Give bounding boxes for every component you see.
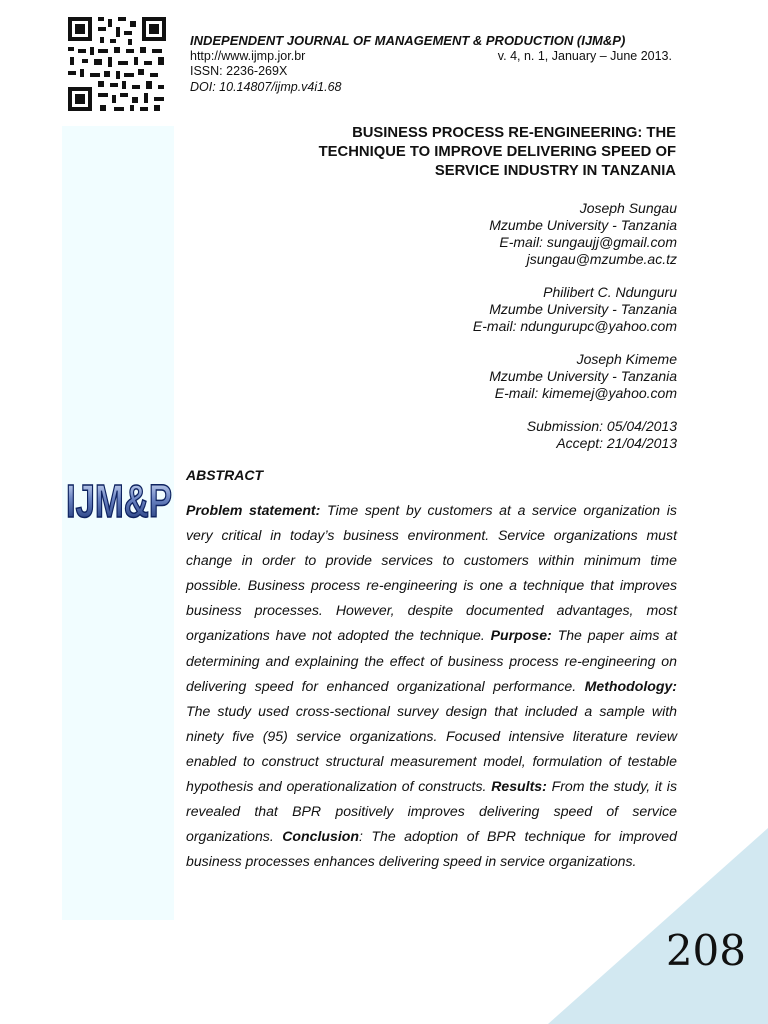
- author-email[interactable]: E-mail: ndungurupc@yahoo.com: [472, 318, 677, 334]
- author-name: Philibert C. Ndunguru: [543, 284, 677, 300]
- journal-title: INDEPENDENT JOURNAL OF MANAGEMENT & PRODUCTION (IJM&P): [190, 33, 626, 48]
- author-affiliation: Mzumbe University - Tanzania: [489, 301, 677, 317]
- abstract-heading: ABSTRACT: [186, 467, 263, 483]
- abstract-body: [186, 498, 677, 874]
- paper-title: [190, 124, 676, 181]
- title-line: TECHNIQUE TO IMPROVE DELIVERING SPEED OF: [318, 144, 676, 160]
- purpose-text: The paper aims at determining and explaining the effect of business process re-engineering on delivering speed for enhanced organizational performance.: [186, 627, 677, 694]
- author-email[interactable]: E-mail: kimemej@yahoo.com: [494, 385, 677, 401]
- problem-text: Time spent by customers at a service organization is very critical in today’s business environment. Service organizations must change in order to provide services to customers within minimum time possible. Business process re-engineering is one a technique that improves business processes. However, despite documented advantages, most organizations have not adopted the technique.: [186, 502, 677, 644]
- author-affiliation: Mzumbe University - Tanzania: [489, 368, 677, 384]
- author-list: [300, 200, 677, 452]
- svg-text:IJM&P: IJM&P: [66, 475, 172, 527]
- title-line: SERVICE INDUSTRY IN TANZANIA: [434, 163, 676, 179]
- ijmp-logo: [64, 467, 174, 529]
- problem-label: Problem statement:: [186, 502, 321, 518]
- methodology-label: Methodology:: [584, 677, 677, 694]
- author-email-secondary[interactable]: jsungau@mzumbe.ac.tz: [526, 251, 677, 267]
- results-label: Results:: [491, 778, 547, 795]
- author-name: Joseph Kimeme: [576, 351, 677, 367]
- journal-issn: ISSN: 2236-269X: [190, 64, 288, 78]
- author-block: [300, 200, 677, 268]
- conclusion-text: : The adoption of BPR technique for improved business processes enhances delivering speed in service organizations.: [186, 828, 677, 870]
- conclusion-label: Conclusion: [282, 828, 359, 845]
- author-block: [300, 284, 677, 335]
- author-name: Joseph Sungau: [579, 200, 677, 216]
- author-affiliation: Mzumbe University - Tanzania: [489, 217, 677, 233]
- qr-code: [66, 15, 168, 113]
- purpose-label: Purpose:: [490, 627, 552, 644]
- journal-volume: v. 4, n. 1, January – June 2013.: [497, 48, 672, 63]
- title-line: BUSINESS PROCESS RE-ENGINEERING: THE: [352, 125, 676, 141]
- submission-date: Submission: 05/04/2013: [526, 418, 677, 434]
- journal-url[interactable]: http://www.ijmp.jor.br: [190, 48, 306, 63]
- journal-doi: DOI: 10.14807/ijmp.v4i1.68: [190, 79, 342, 94]
- journal-header: [190, 33, 672, 95]
- submission-dates: [300, 418, 677, 452]
- results-text: From the study, it is revealed that BPR positively improves delivering speed of service organizations.: [186, 778, 677, 845]
- author-block: [300, 351, 677, 402]
- accept-date: Accept: 21/04/2013: [556, 435, 677, 451]
- page-number: 208: [665, 926, 746, 975]
- author-email[interactable]: E-mail: sungaujj@gmail.com: [499, 234, 677, 250]
- methodology-text: The study used cross-sectional survey design that included a sample with ninety five (95) service organizations. Focused intensive literature review enabled to construct structural measurement model, formulation of testable hypothesis and operationalization of constructs.: [186, 702, 677, 795]
